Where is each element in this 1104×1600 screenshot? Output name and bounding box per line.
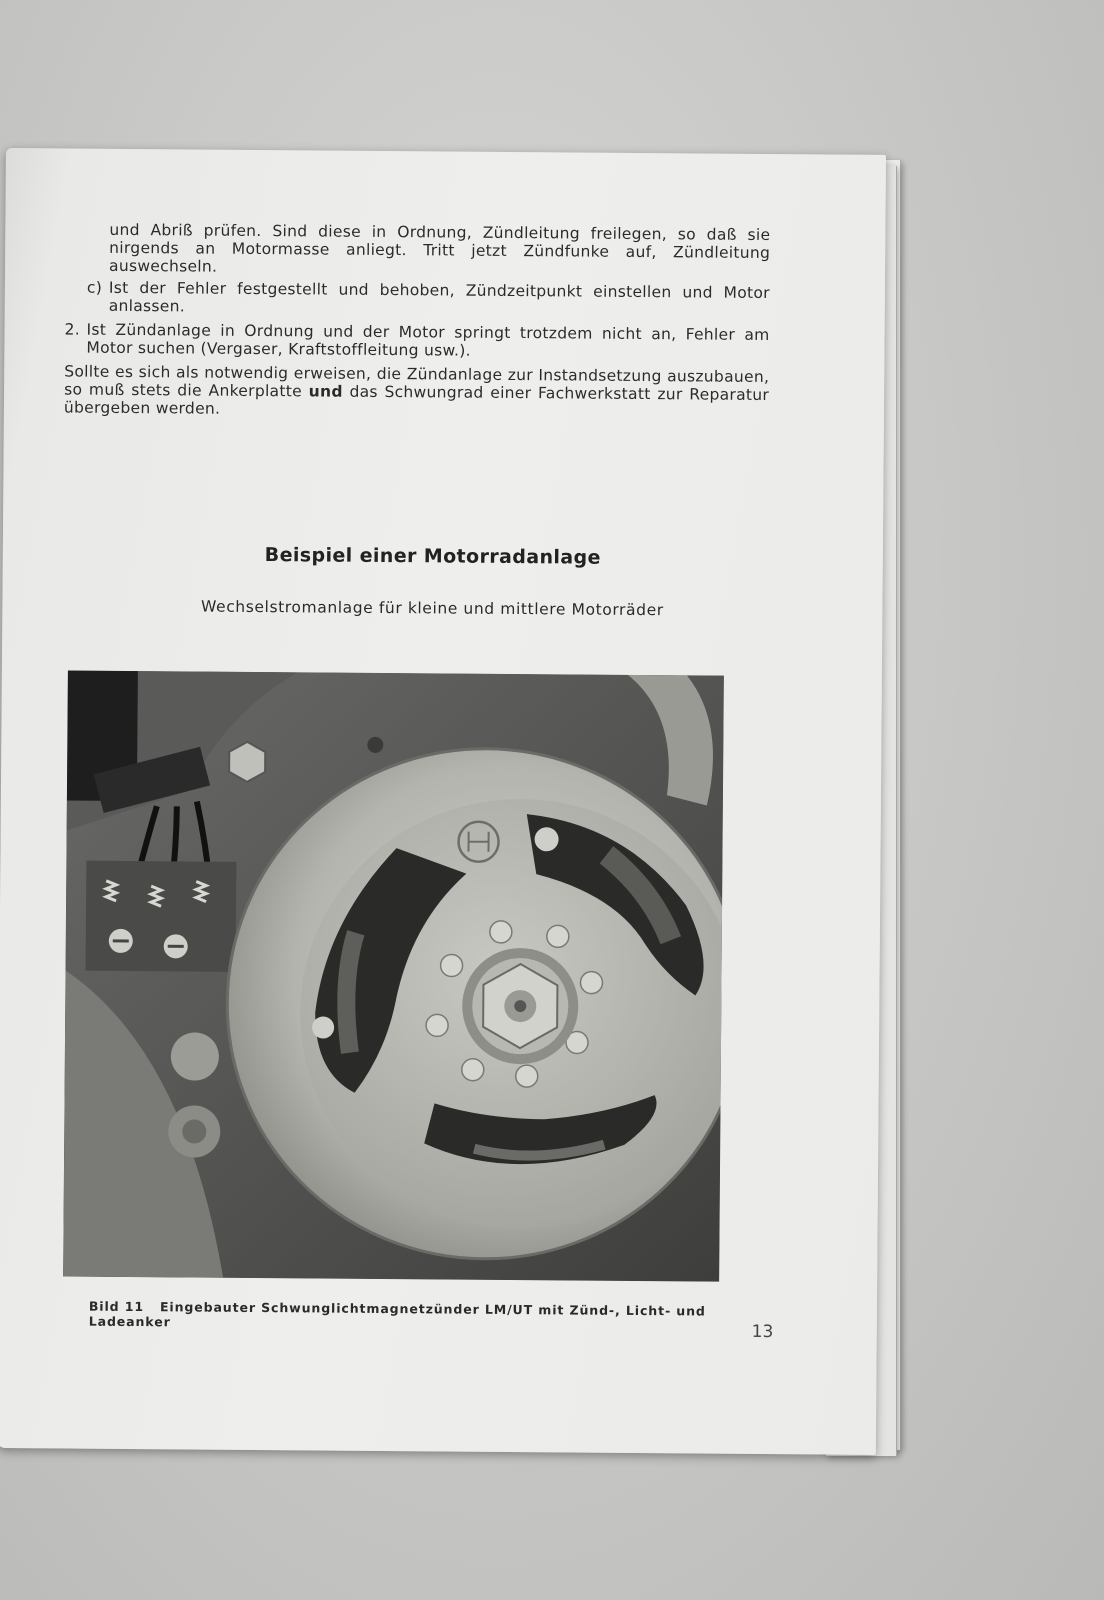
list-item-2 — [64, 320, 769, 362]
section-subheading: Wechselstromanlage für kleine und mittlere Motorräder — [201, 597, 664, 620]
book-page — [0, 148, 886, 1455]
figure-caption — [89, 1299, 769, 1334]
list-marker: c) — [86, 278, 103, 297]
magneto-photo — [63, 671, 724, 1282]
paragraph-continued: und Abriß prüfen. Sind diese in Ordnung, Zündleitung freilegen, so daß sie nirgends an Motormasse anliegt. Tritt jetzt Zündfunke auf, Zündleitung auswechseln. — [109, 220, 771, 276]
emphasis-text: und — [308, 382, 343, 401]
figure-caption-text: Eingebauter Schwunglichtmagnetzünder LM/UT mit Zünd-, Licht- und Ladeanker — [88, 1299, 706, 1330]
list-item-c — [65, 278, 770, 320]
list-marker: 2. — [64, 320, 81, 339]
magneto-illustration — [63, 671, 724, 1282]
paragraph-warning — [64, 362, 769, 422]
figure-number: Bild 11 — [88, 1298, 145, 1315]
list-item-text: Ist der Fehler festgestellt und behoben, Zündzeitpunkt einstellen und Motor anlassen. — [108, 278, 770, 316]
paragraph-text: Sollte es sich als notwendig erweisen, die Zündanlage zur Instandsetzung auszubauen, so muß stets die Ankerplatte — [64, 362, 770, 401]
page-number: 13 — [751, 1321, 774, 1343]
section-heading: Beispiel einer Motorradanlage — [264, 544, 601, 569]
paragraph-text: das Schwungrad einer Fachwerkstatt zur Reparatur übergeben werden. — [63, 382, 770, 418]
list-item-text: Ist Zündanlage in Ordnung und der Motor springt trotzdem nicht an, Fehler am Motor suchen (Vergaser, Kraftstoffleitung usw.). — [86, 320, 770, 360]
page-text — [64, 220, 771, 426]
